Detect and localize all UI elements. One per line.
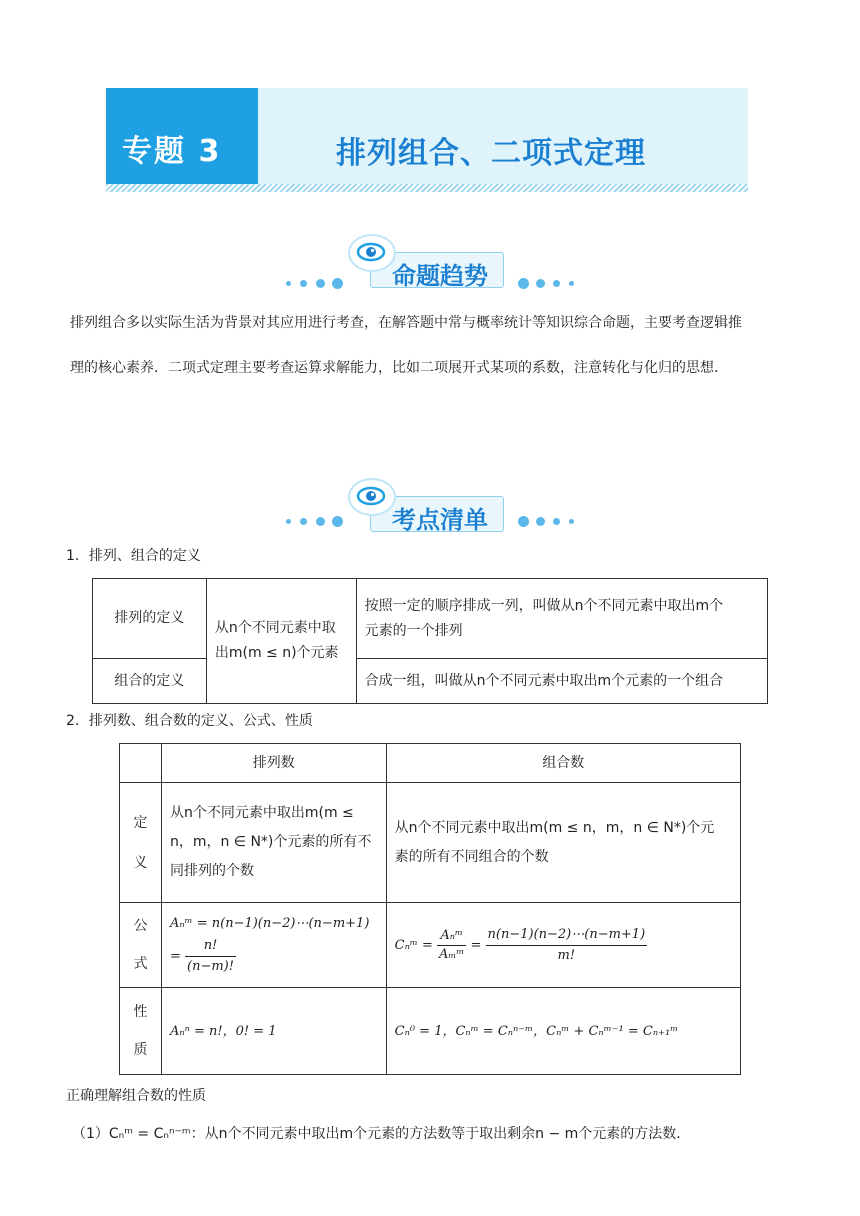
eye-icon [348,478,396,516]
definition-table [92,578,768,704]
comb-def [386,783,740,903]
section-title: 考点清单 [392,506,488,534]
col-header-perm: 排列数 [161,744,386,783]
row-label-char: 性 [133,1004,148,1020]
fraction-num: n! [185,936,236,957]
comb-def-line: 素的所有不同组合的个数 [394,848,549,865]
comb-formula-lhs: Cₙᵐ = [394,937,433,953]
row-label-char: 式 [133,956,148,972]
fraction-den: (n−m)! [187,958,234,974]
row-label-def [120,783,162,903]
table-row [120,744,741,783]
row-label-char: 公 [133,918,148,934]
eye-icon [348,234,396,272]
shared-text-a: 从n个不同元素中取 [214,620,336,636]
perm-def-line: n，m，n ∈ N*)个元素的所有不 [169,834,372,850]
perm-def-line: 同排列的个数 [169,863,254,879]
fraction [486,925,648,966]
table-row [93,579,768,659]
row-label-char: 质 [133,1042,148,1058]
equals-sign: = [470,937,482,953]
equals-sign: = [169,948,181,964]
row-label: 组合的定义 [93,659,207,704]
perm-formula-line1: Aₙᵐ = n(n−1)(n−2)⋯(n−m+1) [169,915,370,931]
row1-desc-b: 元素的一个排列 [364,622,463,639]
row-label-prop [120,988,162,1075]
comb-def-line: 从n个不同元素中取出m(m ≤ n，m，n ∈ N*)个元 [394,819,715,836]
corner-cell [120,744,162,783]
perm-def [161,783,386,903]
note-heading: 正确理解组合数的性质 [66,1088,206,1104]
perm-prop: Aₙⁿ = n!，0! = 1 [161,988,386,1075]
trend-paragraph-line1: 排列组合多以实际生活为背景对其应用进行考查，在解答题中常与概率统计等知识综合命题，主要考查逻辑推 [70,315,742,331]
section-dots [280,278,580,290]
perm-def-line: 从n个不同元素中取出m(m ≤ [169,805,354,821]
item2-heading: 2．排列数、组合数的定义、公式、性质 [66,713,313,729]
banner-stripe [106,184,748,192]
row1-desc-a: 按照一定的顺序排成一列，叫做从n个不同元素中取出m个 [364,597,724,614]
fraction [185,936,236,977]
fraction-den: m! [557,947,576,963]
row-label-char: 义 [133,854,148,871]
fraction-num: Aₙᵐ [437,927,466,946]
note-line1: （1）Cₙᵐ = Cₙⁿ⁻ᵐ：从n个不同元素中取出m个元素的方法数等于取出剩余n − m个元素的方法数． [72,1126,691,1142]
trend-paragraph-line2: 理的核心素养．二项式定理主要考查运算求解能力，比如二项展开式某项的系数，注意转化与化归的思想． [70,360,728,376]
shared-text-b: 出m(m ≤ n)个元素 [214,645,339,661]
perm-formula-line2 [170,936,378,977]
section-dots [280,516,580,528]
fraction-den: Aₘᵐ [438,946,465,962]
row-label: 排列的定义 [93,579,207,659]
fraction-num: n(n−1)(n−2)⋯(n−m+1) [486,925,648,946]
item1-heading: 1．排列、组合的定义 [66,548,201,564]
table-row [120,903,741,988]
topic-title: 排列组合、二项式定理 [336,136,646,171]
row-label-char: 定 [133,814,148,831]
topic-label: 专题 3 [122,134,222,169]
row-desc: 合成一组，叫做从n个不同元素中取出m个元素的一个组合 [356,659,767,704]
table-row [120,783,741,903]
perm-formula [161,903,386,988]
formula-table [119,743,741,1075]
row-desc [356,579,767,659]
comb-prop: Cₙ⁰ = 1，Cₙᵐ = Cₙⁿ⁻ᵐ，Cₙᵐ + Cₙᵐ⁻¹ = Cₙ₊₁ᵐ [386,988,740,1075]
col-header-comb: 组合数 [386,744,740,783]
section-header-checklist [340,478,580,540]
comb-formula [386,903,740,988]
section-title: 命题趋势 [392,262,488,290]
fraction [437,927,466,964]
table-row [93,659,768,704]
shared-cell [206,579,356,704]
table-row [120,988,741,1075]
row-label-formula [120,903,162,988]
